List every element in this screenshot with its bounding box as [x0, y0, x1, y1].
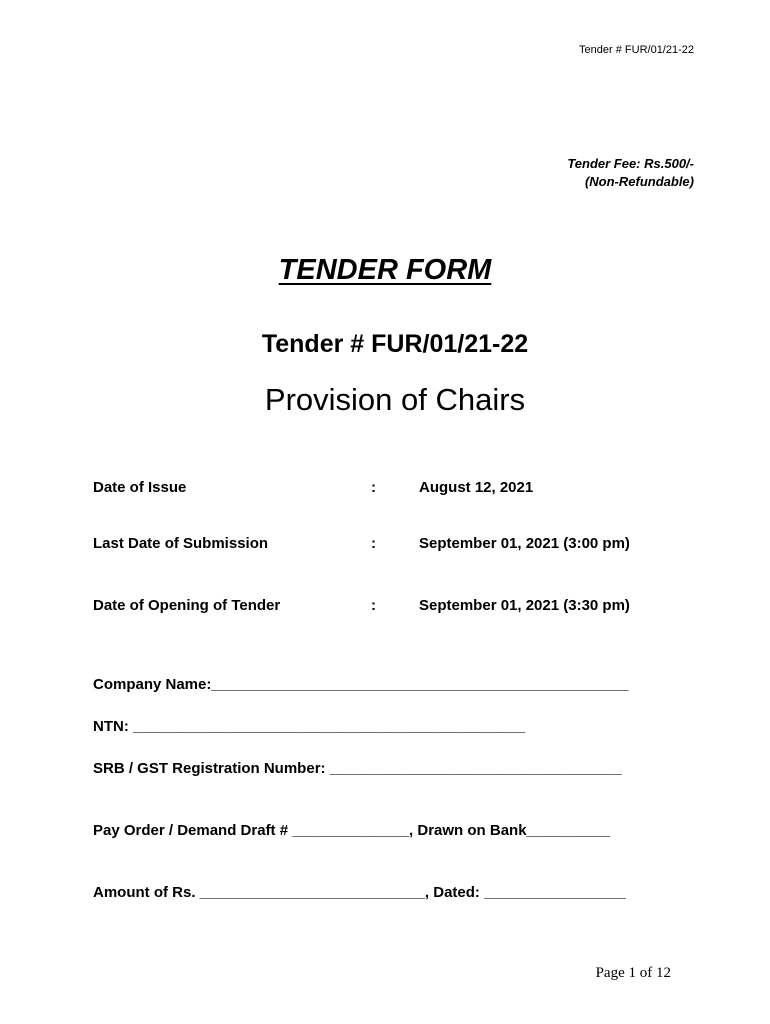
schedule-label: Last Date of Submission	[93, 535, 269, 552]
ntn-field[interactable]: NTN: _______________________________________________	[93, 718, 526, 735]
srb-gst-field[interactable]: SRB / GST Registration Number: ___________________________________	[93, 760, 622, 777]
schedule-separator: :	[371, 535, 376, 552]
tender-subject: Provision of Chairs	[264, 382, 526, 417]
schedule-value: September 01, 2021 (3:30 pm)	[419, 597, 630, 614]
tender-fee-note: (Non-Refundable)	[584, 174, 694, 189]
schedule-separator: :	[371, 597, 376, 614]
amount-field[interactable]: Amount of Rs. ___________________________, Dated: _________________	[93, 884, 626, 901]
schedule-value: August 12, 2021	[419, 479, 534, 496]
document-title: TENDER FORM	[278, 254, 492, 286]
page-number: Page 1 of 12	[595, 965, 671, 981]
schedule-label: Date of Opening of Tender	[93, 597, 281, 614]
pay-order-field[interactable]: Pay Order / Demand Draft # ______________, Drawn on Bank__________	[93, 822, 610, 839]
tender-fee-block	[567, 155, 694, 191]
header-reference: Tender # FUR/01/21-22	[579, 44, 694, 56]
company-name-field[interactable]: Company Name:__________________________________________________	[93, 676, 629, 693]
tender-fee-amount: Tender Fee: Rs.500/-	[567, 156, 694, 171]
schedule-separator: :	[371, 479, 376, 496]
tender-number: Tender # FUR/01/21-22	[261, 330, 529, 358]
schedule-label: Date of Issue	[93, 479, 187, 496]
schedule-value: September 01, 2021 (3:00 pm)	[419, 535, 630, 552]
